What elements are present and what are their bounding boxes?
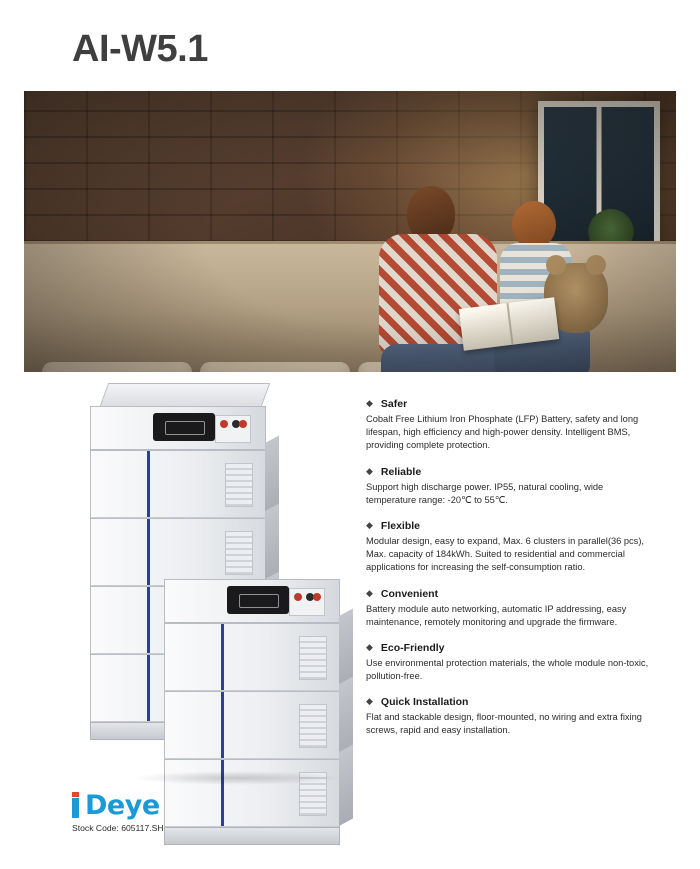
feature-list: [366, 398, 652, 751]
module-stripe: [221, 692, 224, 758]
module-stripe: [221, 624, 224, 690]
terminal-block: [215, 415, 251, 443]
logo-mark-icon: [72, 792, 84, 818]
feature-label: Eco-Friendly: [380, 641, 445, 654]
photo-vignette: [24, 91, 676, 372]
feature-label: Convenient: [380, 587, 439, 600]
module-stripe: [147, 451, 150, 517]
stack-top-cap: [100, 383, 270, 406]
feature-text: Support high discharge power. IP55, natural cooling, wide temperature range: -20℃ to 55℃.: [366, 481, 604, 505]
diamond-bullet-icon: ◆: [366, 641, 373, 652]
feature-heading: [366, 642, 652, 654]
product-ground-shadow: [132, 771, 342, 785]
feature-item-quick-installation: [366, 696, 652, 737]
feature-text: Modular design, easy to expand, Max. 6 clusters in parallel(36 pcs), Max. capacity of 184kWh. Suited to residential and commercial applications for increasing the self-consumption ratio.: [366, 535, 645, 573]
module-stripe: [147, 519, 150, 585]
module-vent: [225, 463, 253, 507]
diamond-bullet-icon: ◆: [366, 696, 373, 707]
feature-text: Flat and stackable design, floor-mounted, no wiring and extra fixing screws, rapid and easy installation.: [366, 712, 642, 736]
feature-heading: [366, 588, 652, 600]
battery-module: [90, 518, 266, 586]
feature-heading: [366, 466, 652, 478]
deye-logo: [72, 790, 372, 820]
feature-label: Flexible: [380, 519, 421, 532]
battery-module: [164, 691, 340, 759]
product-illustration: [72, 383, 337, 783]
battery-control-unit: [90, 406, 266, 450]
display-screen: [153, 413, 215, 441]
page-title: AI-W5.1: [72, 28, 208, 70]
diamond-bullet-icon: ◆: [366, 465, 373, 476]
battery-module: [164, 623, 340, 691]
feature-label: Safer: [380, 398, 408, 410]
feature-heading: [366, 398, 652, 410]
brand-name: Deye: [85, 789, 160, 821]
terminal-aux: [239, 420, 247, 428]
module-stripe: [147, 655, 150, 721]
logo-bar: [72, 798, 79, 818]
feature-item-safer: [366, 398, 652, 453]
terminal-block: [289, 588, 325, 616]
feature-item-eco-friendly: [366, 642, 652, 683]
feature-text: Battery module auto networking, automatic IP addressing, easy maintenance, remotely monitoring and upgrade the firmware.: [366, 603, 627, 627]
feature-item-flexible: [366, 520, 652, 575]
battery-control-unit: [164, 579, 340, 623]
terminal-positive: [294, 593, 302, 601]
feature-heading: [366, 520, 652, 532]
feature-item-convenient: [366, 588, 652, 629]
feature-heading: [366, 696, 652, 708]
feature-text: Cobalt Free Lithium Iron Phosphate (LFP) Battery, safety and long lifespan, high efficiency and high-power density. Intelligent BMS, providing complete protection.: [366, 414, 639, 451]
diamond-bullet-icon: ◆: [366, 398, 373, 408]
diamond-bullet-icon: ◆: [366, 519, 373, 530]
terminal-positive: [220, 420, 228, 428]
module-vent: [225, 531, 253, 575]
module-vent: [299, 636, 327, 680]
diamond-bullet-icon: ◆: [366, 587, 373, 598]
battery-module: [90, 450, 266, 518]
module-vent: [299, 704, 327, 748]
feature-label: Reliable: [380, 465, 422, 478]
logo-dot: [72, 792, 79, 797]
feature-label: Quick Installation: [380, 696, 469, 709]
feature-text: Use environmental protection materials, the whole module non-toxic, pollution-free.: [366, 657, 649, 682]
display-screen: [227, 586, 289, 614]
terminal-aux: [313, 593, 321, 601]
feature-item-reliable: [366, 466, 652, 507]
module-stripe: [147, 587, 150, 653]
footer: [72, 790, 372, 833]
hero-photo: [24, 91, 676, 372]
stock-code: Stock Code: 605117.SH: [72, 823, 164, 833]
